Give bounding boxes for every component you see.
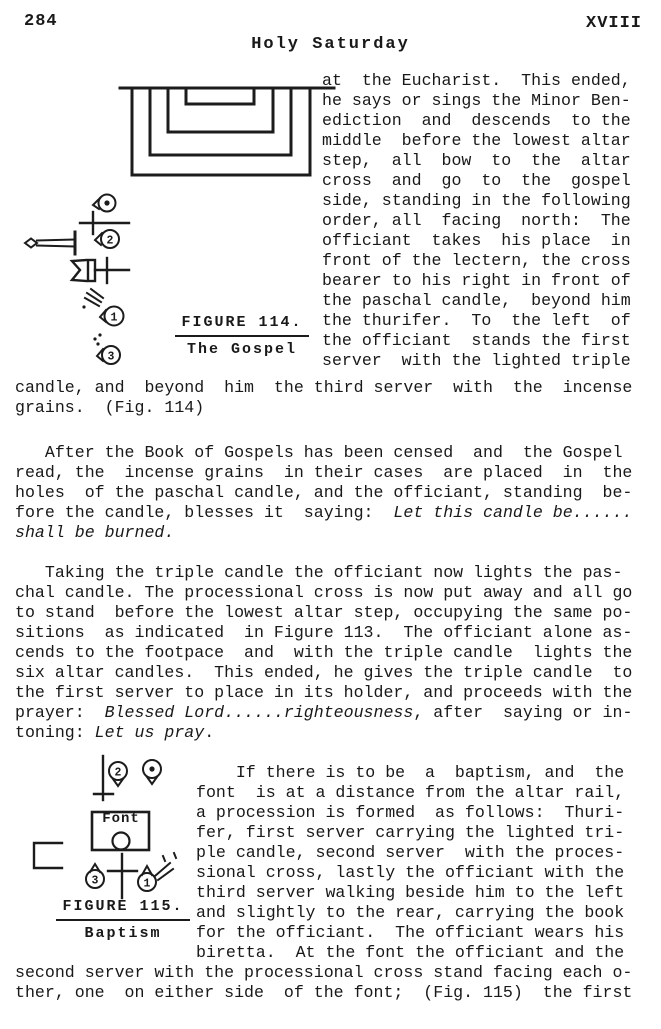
- figure-115-caption-subtitle: Baptism: [84, 925, 162, 942]
- text-line: and slightly to the rear, carrying the book: [196, 903, 625, 922]
- text-line: holes of the paschal candle, and the officiant, standing be-: [15, 483, 633, 502]
- text-line: [15, 703, 632, 723]
- text-line: the paschal candle, beyond him: [322, 291, 631, 310]
- server-2-marker: [95, 230, 119, 248]
- text-line: second server with the processional cross stand facing each o-: [15, 963, 633, 982]
- text-line: read, the incense grains in their cases are placed in the: [15, 463, 633, 482]
- text-line: Taking the triple candle the officiant now lights the pas-: [15, 563, 623, 582]
- page-number: 284: [24, 12, 58, 31]
- figure-114-caption: [163, 313, 321, 358]
- text-segment: .: [204, 723, 215, 742]
- prayer-incipit: Let us pray: [94, 723, 205, 742]
- text-line: sitions as indicated in Figure 113. The officiant alone as-: [15, 623, 633, 642]
- text-line: candle, and beyond him the third server with the incense: [15, 378, 633, 397]
- server-3-marker: [86, 864, 104, 888]
- prayer-incipit: Let this candle be......: [393, 503, 633, 522]
- text-line: ple candle, second server with the proces-: [196, 843, 625, 862]
- paragraph-4-continuation: [15, 963, 632, 1003]
- server-3-marker: [93, 333, 120, 364]
- text-segment: prayer:: [15, 703, 105, 722]
- server-2-marker: [109, 762, 127, 786]
- paschal-candle-symbol: [25, 232, 75, 254]
- figure-114-caption-subtitle: The Gospel: [186, 341, 297, 358]
- figure-115-caption-title: FIGURE 115.: [56, 898, 189, 921]
- text-line: grains. (Fig. 114): [15, 398, 205, 417]
- text-segment: toning:: [15, 723, 95, 742]
- thurifer-1-marker: [138, 853, 176, 891]
- rail-bracket: [34, 843, 62, 868]
- text-line: front of the lectern, the cross: [322, 251, 631, 270]
- officiant-symbol: [93, 195, 116, 212]
- text-column-beside-figure-115: [196, 763, 624, 963]
- cross-symbol-lower: [95, 258, 129, 283]
- text-column-beside-figure-114: [322, 71, 631, 371]
- text-segment: , after saying or in-: [413, 703, 633, 722]
- text-line: After the Book of Gospels has been censed and the Gospel: [15, 443, 623, 462]
- text-line: the officiant stands the first: [322, 331, 631, 350]
- text-line: If there is to be a baptism, and the: [196, 763, 625, 782]
- thurifer-1-marker: [82, 289, 123, 326]
- text-line: [15, 723, 632, 743]
- text-line: font is at a distance from the altar rail,: [196, 783, 625, 802]
- text-line: server with the lighted triple: [322, 351, 631, 370]
- text-line: cends to the footpace and with the triple candle lights the: [15, 643, 633, 662]
- text-line: order, all facing north: The: [322, 211, 631, 230]
- page-title: Holy Saturday: [251, 35, 410, 54]
- text-line: to stand before the lowest altar step, occupying the same po-: [15, 603, 633, 622]
- figure-114-caption-title: FIGURE 114.: [175, 314, 308, 337]
- paragraph-3: [15, 563, 632, 743]
- text-line: bearer to his right in front of: [322, 271, 631, 290]
- text-line: side, standing in the following: [322, 191, 631, 210]
- text-line: chal candle. The processional cross is now put away and all go: [15, 583, 633, 602]
- text-line: fer, first server carrying the lighted tri-: [196, 823, 625, 842]
- svg-text:3: 3: [91, 874, 99, 888]
- text-line: six altar candles. This ended, he gives the triple candle to: [15, 663, 633, 682]
- prayer-incipit: Blessed Lord......righteousness: [104, 703, 414, 722]
- text-line: officiant takes his place in: [322, 231, 631, 250]
- chapter-number: XVIII: [586, 14, 643, 33]
- font-box-label: Font: [102, 811, 140, 827]
- text-line: sional cross, lastly the officiant with the: [196, 863, 625, 882]
- altar-steps-plan: [120, 88, 334, 175]
- text-line: biretta. At the font the officiant and the: [196, 943, 625, 962]
- text-line: the first server to place in its holder, and proceeds with the: [15, 683, 633, 702]
- svg-text:2: 2: [106, 234, 114, 248]
- text-line: cross and go to the gospel: [322, 171, 631, 190]
- text-line: ediction and descends to the: [322, 111, 631, 130]
- text-line: for the officiant. The officiant wears his: [196, 923, 625, 942]
- text-line: third server walking beside him to the left: [196, 883, 625, 902]
- cross-symbol: [108, 854, 137, 898]
- text-line: a procession is formed as follows: Thuri-: [196, 803, 625, 822]
- text-line: step, all bow to the altar: [322, 151, 631, 170]
- text-line: middle before the lowest altar: [322, 131, 631, 150]
- lectern-book-symbol: [72, 260, 95, 281]
- svg-text:3: 3: [107, 350, 115, 364]
- svg-text:1: 1: [110, 311, 118, 325]
- processional-cross-symbol: [94, 756, 113, 800]
- text-line: [15, 503, 632, 523]
- paragraph-1-continuation: [15, 378, 632, 418]
- officiant-symbol: [143, 760, 161, 784]
- text-line: at the Eucharist. This ended,: [322, 71, 631, 90]
- text-line: he says or sings the Minor Ben-: [322, 91, 631, 110]
- paragraph-2: [15, 443, 632, 543]
- svg-text:1: 1: [143, 877, 151, 891]
- text-line: the thurifer. To the left of: [322, 311, 631, 330]
- svg-text:2: 2: [114, 766, 122, 780]
- figure-115-diagram: [0, 748, 210, 908]
- text-line: ther, one on either side of the font; (Fig. 115) the first: [15, 983, 633, 1002]
- figure-115-caption: [48, 897, 198, 942]
- prayer-incipit: shall be burned.: [15, 523, 175, 542]
- text-segment: fore the candle, blesses it saying:: [15, 503, 394, 522]
